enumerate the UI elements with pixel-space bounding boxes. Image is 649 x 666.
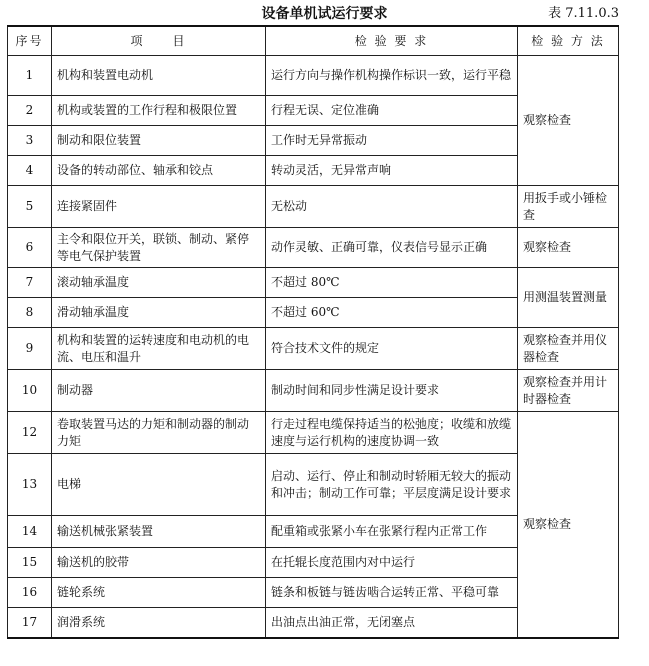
- row-requirement: 行程无误、定位准确: [266, 96, 518, 126]
- row-requirement: 符合技术文件的规定: [266, 328, 518, 370]
- row-item: 滑动轴承温度: [52, 298, 266, 328]
- row-no: 14: [8, 516, 52, 548]
- row-item: 电梯: [52, 454, 266, 516]
- row-no: 15: [8, 548, 52, 578]
- table-row: [8, 268, 619, 298]
- row-method: 用扳手或小锤检查: [518, 186, 619, 228]
- row-no: 9: [8, 328, 52, 370]
- row-no: 1: [8, 56, 52, 96]
- table-row: [8, 228, 619, 268]
- row-item: 链轮系统: [52, 578, 266, 608]
- row-requirement: 启动、运行、停止和制动时轿厢无较大的振动和冲击；制动工作可靠；平层度满足设计要求: [266, 454, 518, 516]
- table-row: [8, 412, 619, 454]
- row-item: 卷取装置马达的力矩和制动器的制动力矩: [52, 412, 266, 454]
- table-row: [8, 370, 619, 412]
- row-no: 10: [8, 370, 52, 412]
- row-requirement: 在托辊长度范围内对中运行: [266, 548, 518, 578]
- row-item: 滚动轴承温度: [52, 268, 266, 298]
- row-requirement: 不超过 80℃: [266, 268, 518, 298]
- row-requirement: 配重箱或张紧小车在张紧行程内正常工作: [266, 516, 518, 548]
- row-no: 3: [8, 126, 52, 156]
- row-item: 设备的转动部位、轴承和铰点: [52, 156, 266, 186]
- row-no: 12: [8, 412, 52, 454]
- row-requirement: 制动时间和同步性满足设计要求: [266, 370, 518, 412]
- row-requirement: 运行方向与操作机构操作标识一致，运行平稳: [266, 56, 518, 96]
- table-caption: [0, 4, 649, 24]
- row-method: 观察检查并用仪器检查: [518, 328, 619, 370]
- row-item: 主令和限位开关，联锁、制动、紧停等电气保护装置: [52, 228, 266, 268]
- row-no: 13: [8, 454, 52, 516]
- row-no: 7: [8, 268, 52, 298]
- row-item: 机构和装置的运转速度和电动机的电流、电压和温升: [52, 328, 266, 370]
- table-row: [8, 328, 619, 370]
- row-no: 2: [8, 96, 52, 126]
- header-requirement: 检 验 要 求: [266, 26, 518, 56]
- table-number: 表 7.11.0.3: [548, 6, 619, 21]
- row-requirement: 工作时无异常振动: [266, 126, 518, 156]
- table-title: 设备单机试运行要求: [261, 6, 388, 22]
- row-no: 17: [8, 608, 52, 638]
- row-method: 观察检查并用计时器检查: [518, 370, 619, 412]
- row-method: 观察检查: [518, 56, 619, 186]
- table-row: [8, 56, 619, 96]
- row-method: 观察检查: [518, 412, 619, 638]
- row-method: 观察检查: [518, 228, 619, 268]
- row-item: 输送机的胶带: [52, 548, 266, 578]
- row-item: 输送机械张紧装置: [52, 516, 266, 548]
- row-requirement: 出油点出油正常，无闭塞点: [266, 608, 518, 638]
- row-item: 制动器: [52, 370, 266, 412]
- row-no: 6: [8, 228, 52, 268]
- row-requirement: 动作灵敏、正确可靠，仪表信号显示正确: [266, 228, 518, 268]
- row-requirement: 不超过 60℃: [266, 298, 518, 328]
- table-header-row: [8, 26, 619, 56]
- row-requirement: 行走过程电缆保持适当的松弛度；收缆和放缆速度与运行机构的速度协调一致: [266, 412, 518, 454]
- row-item: 连接紧固件: [52, 186, 266, 228]
- row-no: 16: [8, 578, 52, 608]
- table-row: [8, 186, 619, 228]
- row-no: 5: [8, 186, 52, 228]
- row-no: 4: [8, 156, 52, 186]
- row-no: 8: [8, 298, 52, 328]
- row-requirement: 链条和板链与链齿啮合运转正常、平稳可靠: [266, 578, 518, 608]
- header-no: 序号: [8, 26, 52, 56]
- row-item: 润滑系统: [52, 608, 266, 638]
- row-item: 机构或装置的工作行程和极限位置: [52, 96, 266, 126]
- header-item: 项 目: [52, 26, 266, 56]
- header-method: 检 验 方 法: [518, 26, 619, 56]
- row-item: 制动和限位装置: [52, 126, 266, 156]
- row-item: 机构和装置电动机: [52, 56, 266, 96]
- row-requirement: 转动灵活，无异常声响: [266, 156, 518, 186]
- row-method: 用测温装置测量: [518, 268, 619, 328]
- requirements-table: [7, 25, 619, 639]
- row-requirement: 无松动: [266, 186, 518, 228]
